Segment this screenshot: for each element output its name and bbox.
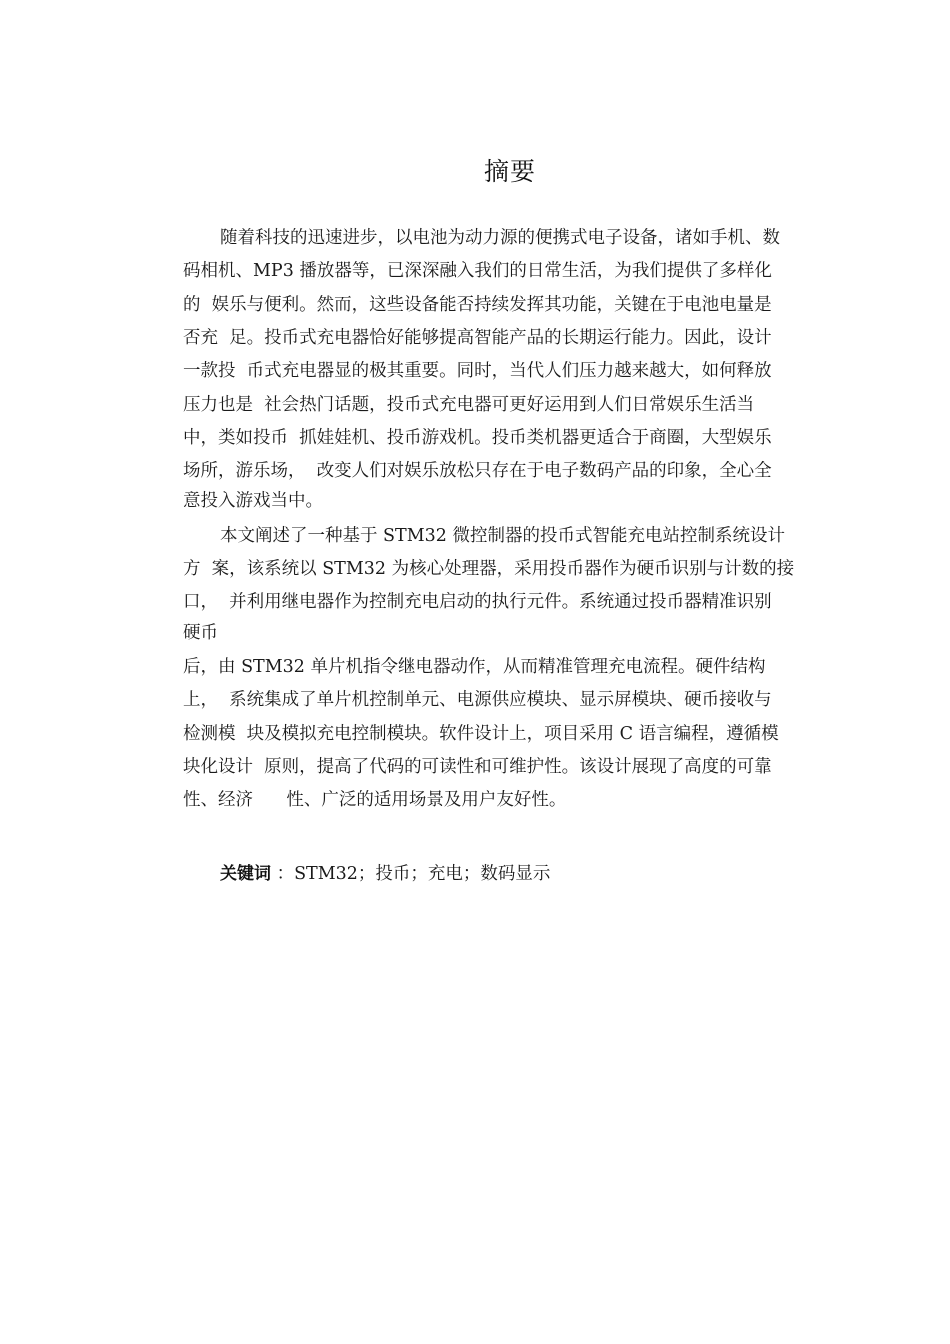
abstract-title: 摘要 xyxy=(483,157,536,186)
paragraph-line: 口， 并利用继电器作为控制充电启动的执行元件。系统通过投币器精准识别 xyxy=(183,592,772,612)
paragraph-line: 硬币 xyxy=(183,623,218,643)
keywords-label: 关键词 xyxy=(220,864,271,884)
paragraph-line: 场所，游乐场， 改变人们对娱乐放松只存在于电子数码产品的印象，全心全 xyxy=(183,461,772,481)
paragraph-line: 性、经济 性、广泛的适用场景及用户友好性。 xyxy=(183,790,567,810)
paragraph-line: 本文阐述了一种基于 STM32 微控制器的投币式智能充电站控制系统设计 xyxy=(220,526,785,546)
paragraph-line: 中，类如投币 抓娃娃机、投币游戏机。投币类机器更适合于商圈，大型娱乐 xyxy=(183,428,772,448)
paragraph-line: 的 娱乐与便利。然而，这些设备能否持续发挥其功能，关键在于电池电量是 xyxy=(183,295,772,315)
paragraph-line: 否充 足。投币式充电器恰好能够提高智能产品的长期运行能力。因此，设计 xyxy=(183,328,772,348)
paragraph-line: 块化设计 原则，提高了代码的可读性和可维护性。该设计展现了高度的可靠 xyxy=(183,757,772,777)
paragraph-line: 码相机、MP3 播放器等，已深深融入我们的日常生活，为我们提供了多样化 xyxy=(183,261,772,281)
paragraph-line: 后，由 STM32 单片机指令继电器动作，从而精准管理充电流程。硬件结构 xyxy=(183,657,766,677)
keywords-text: ：STM32；投币；充电；数码显示 xyxy=(271,864,551,884)
paragraph-line: 意投入游戏当中。 xyxy=(183,491,323,511)
paragraph-line: 上， 系统集成了单片机控制单元、电源供应模块、显示屏模块、硬币接收与 xyxy=(183,690,772,710)
keywords-row xyxy=(220,862,550,886)
paragraph-line: 随着科技的迅速进步，以电池为动力源的便携式电子设备，诸如手机、数 xyxy=(220,228,780,248)
paragraph-line: 一款投 币式充电器显的极其重要。同时，当代人们压力越来越大，如何释放 xyxy=(183,361,772,381)
paragraph-line: 方 案，该系统以 STM32 为核心处理器，采用投币器作为硬币识别与计数的接 xyxy=(183,559,795,579)
paragraph-line: 检测模 块及模拟充电控制模块。软件设计上，项目采用 C 语言编程，遵循模 xyxy=(183,724,779,744)
paragraph-line: 压力也是 社会热门话题，投币式充电器可更好运用到人们日常娱乐生活当 xyxy=(183,395,755,415)
